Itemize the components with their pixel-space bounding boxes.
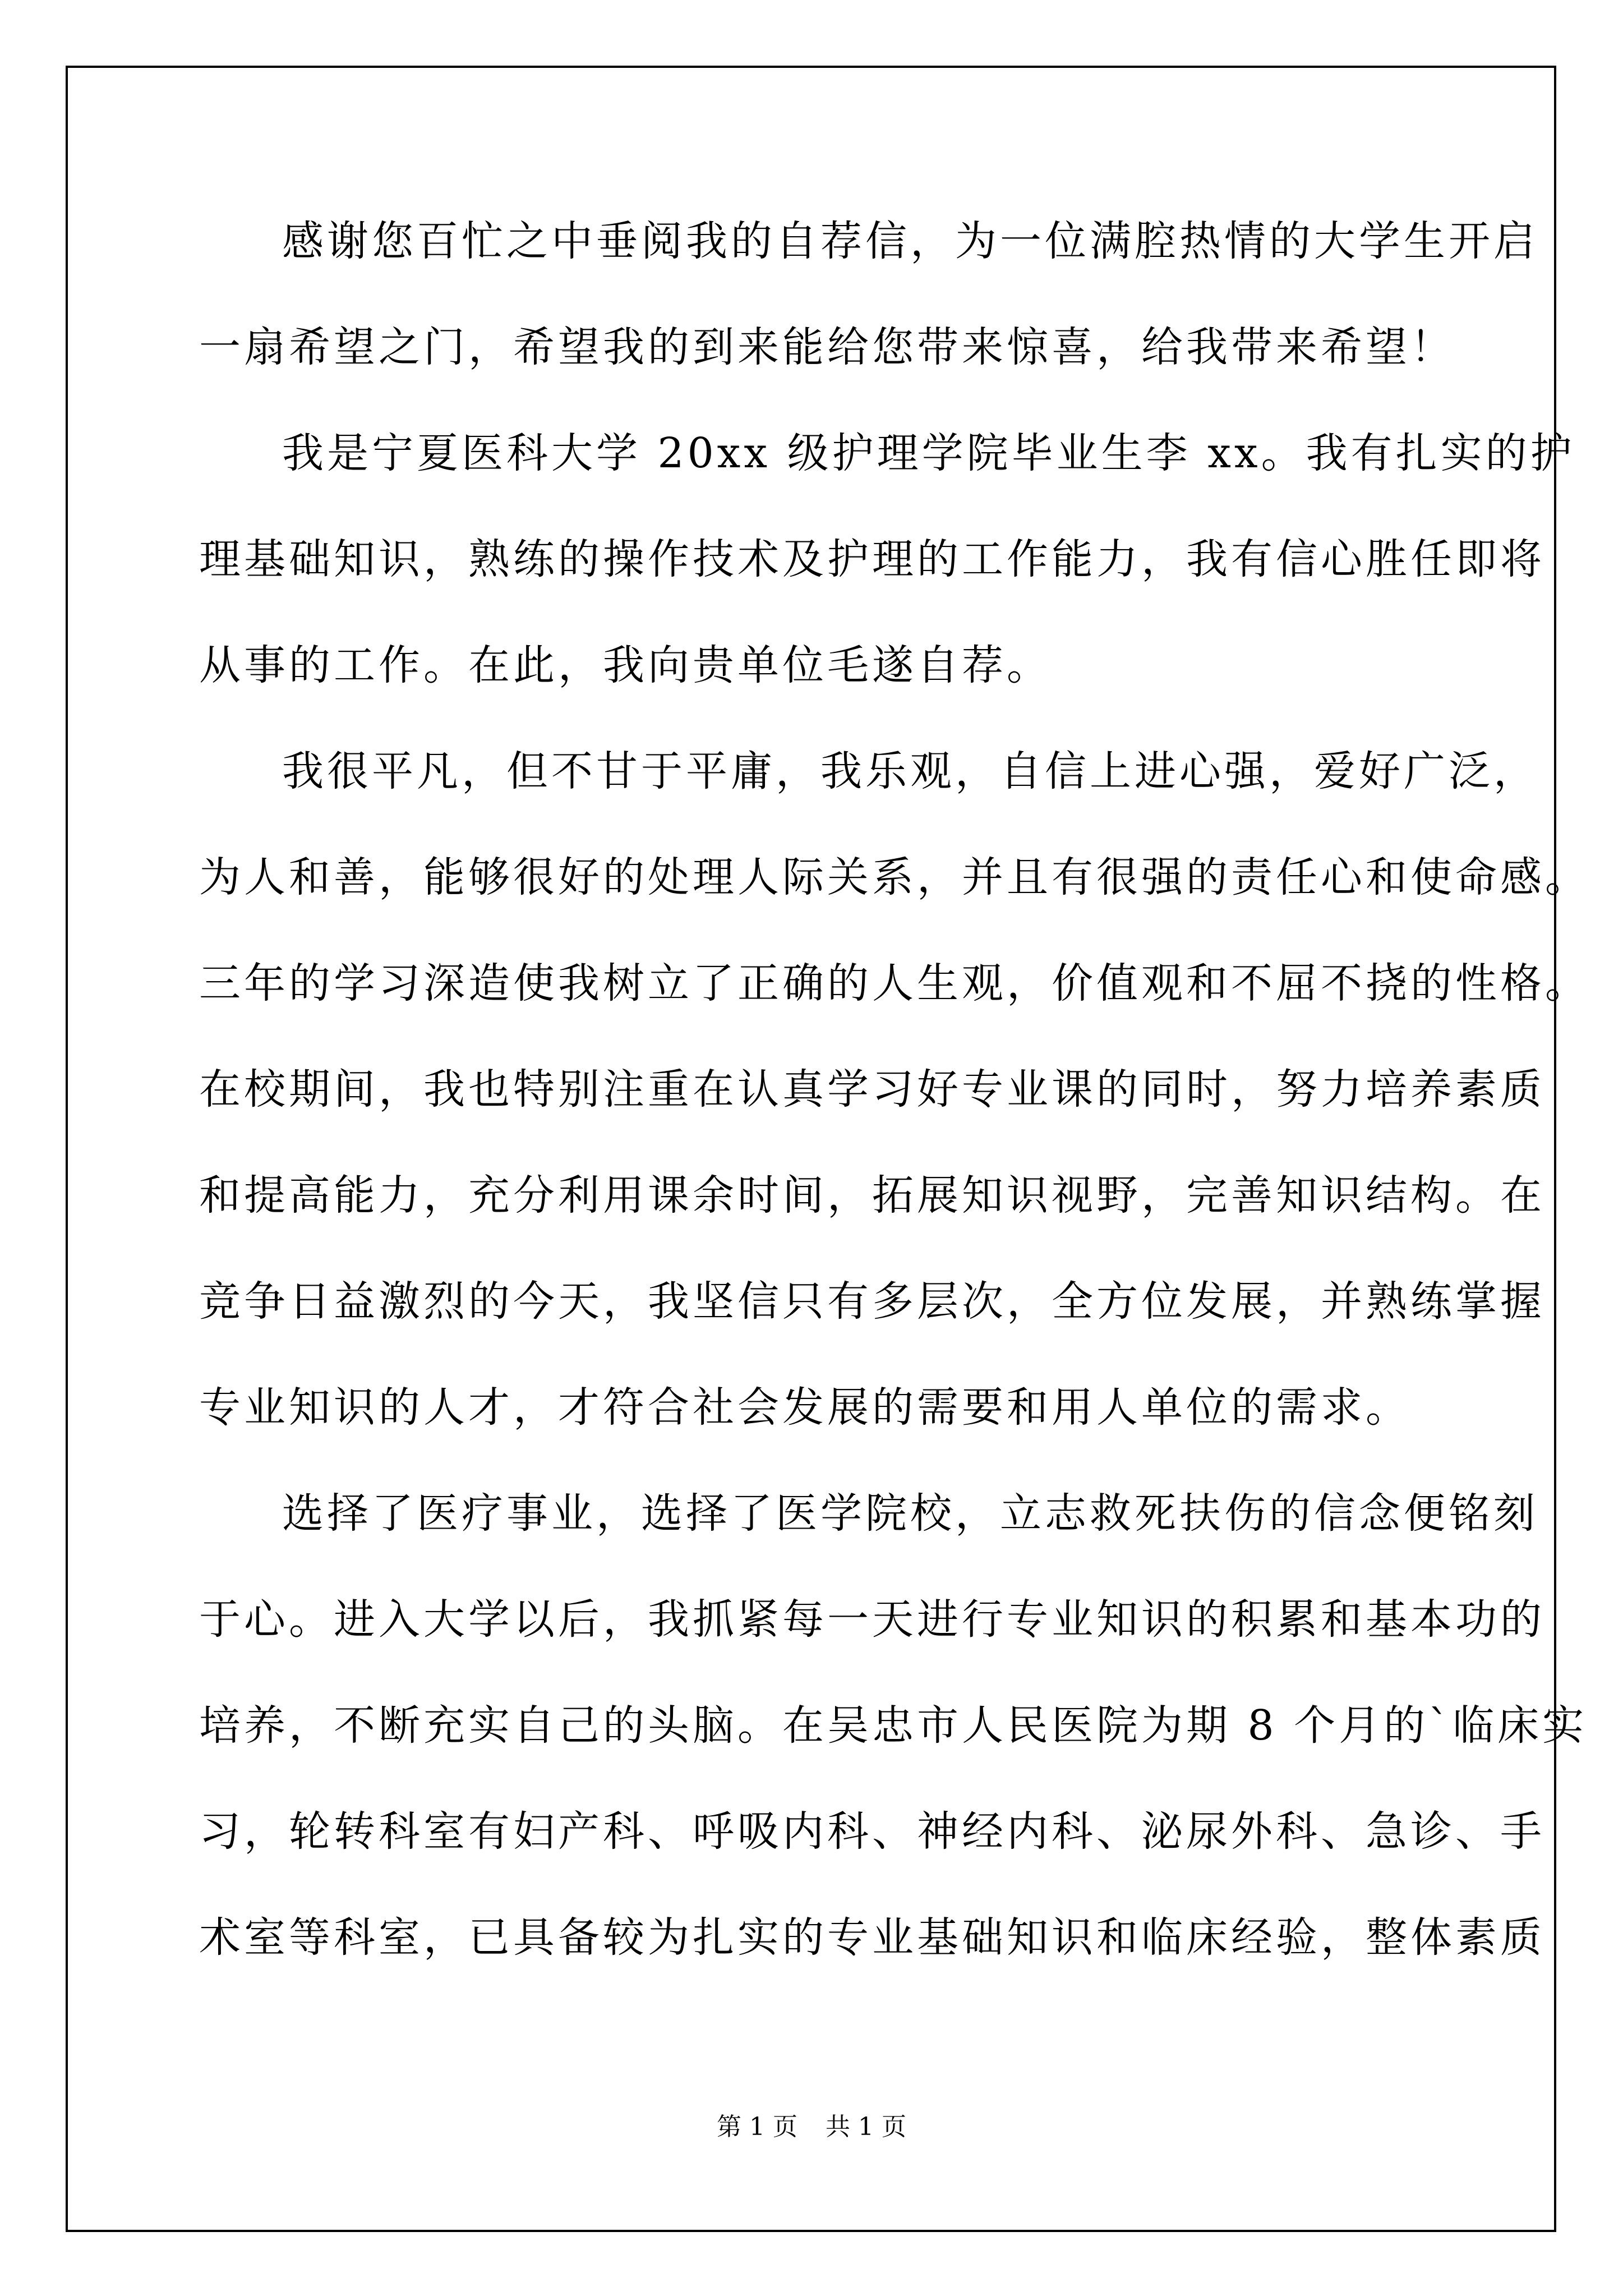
page-number: 第 1 页 xyxy=(717,2113,797,2141)
text-line: 从事的工作。在此，我向贵单位毛遂自荐。 xyxy=(199,641,1052,689)
text-line: 培养，不断充实自己的头脑。在吴忠市人民医院为期 8 个月的`临床实 xyxy=(199,1701,1588,1750)
text-line: 术室等科室，已具备较为扎实的专业基础知识和临床经验，整体素质 xyxy=(199,1913,1545,1962)
text-line: 和提高能力，充分利用课余时间，拓展知识视野，完善知识结构。在 xyxy=(199,1171,1545,1220)
text-line: 我是宁夏医科大学 20xx 级护理学院毕业生李 xx。我有扎实的护 xyxy=(282,429,1575,477)
text-line: 专业知识的人才，才符合社会发展的需要和用人单位的需求。 xyxy=(199,1383,1410,1432)
text-line: 选择了医疗事业，选择了医学院校，立志救死扶伤的信念便铭刻 xyxy=(282,1489,1538,1538)
text-line: 为人和善，能够很好的处理人际关系，并且有很强的责任心和使命感。 xyxy=(199,853,1590,901)
text-line: 一扇希望之门，希望我的到来能给您带来惊喜，给我带来希望！ xyxy=(199,323,1455,371)
text-line: 习，轮转科室有妇产科、呼吸内科、神经内科、泌尿外科、急诊、手 xyxy=(199,1807,1545,1856)
text-line: 三年的学习深造使我树立了正确的人生观，价值观和不屈不挠的性格。 xyxy=(199,959,1590,1007)
page-footer xyxy=(0,2106,1623,2142)
text-line: 感谢您百忙之中垂阅我的自荐信，为一位满腔热情的大学生开启 xyxy=(282,217,1538,265)
text-line: 理基础知识，熟练的操作技术及护理的工作能力，我有信心胜任即将 xyxy=(199,535,1545,583)
text-line: 我很平凡，但不甘于平庸，我乐观，自信上进心强，爱好广泛， xyxy=(282,747,1538,795)
page-total: 共 1 页 xyxy=(826,2113,906,2141)
text-line: 在校期间，我也特别注重在认真学习好专业课的同时，努力培养素质 xyxy=(199,1065,1545,1114)
document-body xyxy=(199,213,1590,2016)
text-line: 于心。进入大学以后，我抓紧每一天进行专业知识的积累和基本功的 xyxy=(199,1595,1545,1644)
text-line: 竞争日益激烈的今天，我坚信只有多层次，全方位发展，并熟练掌握 xyxy=(199,1277,1545,1326)
